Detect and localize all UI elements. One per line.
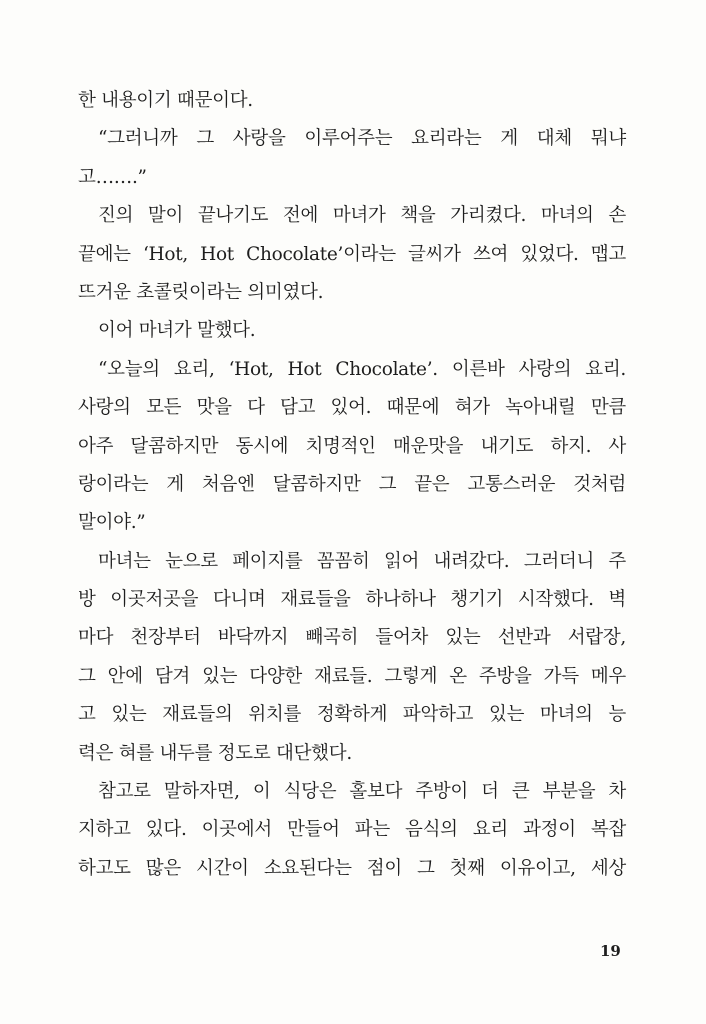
text-line: 하고도 많은 시간이 소요된다는 점이 그 첫째 이유이고, 세상 <box>78 857 626 879</box>
text-line: 고 있는 재료들의 위치를 정확하게 파악하고 있는 마녀의 능 <box>78 704 626 726</box>
text-line: 끝에는 ‘Hot, Hot Chocolate’이라는 글씨가 쓰여 있었다. 맵고 <box>78 243 626 265</box>
text-line: 마다 천장부터 바닥까지 빼곡히 들어차 있는 선반과 서랍장, <box>78 627 626 649</box>
text-line: 뜨거운 초콜릿이라는 의미였다. <box>78 281 324 303</box>
body-text <box>78 82 626 888</box>
text-line: 한 내용이기 때문이다. <box>78 90 253 111</box>
text-line: 사랑의 모든 맛을 다 담고 있어. 때문에 혀가 녹아내릴 만큼 <box>78 397 626 419</box>
text-line: 말이야.” <box>78 512 146 534</box>
text-line: 참고로 말하자면, 이 식당은 홀보다 주방이 더 큰 부분을 차 <box>98 781 626 803</box>
text-line: “오늘의 요리, ‘Hot, Hot Chocolate’. 이른바 사랑의 요리. <box>98 358 626 380</box>
text-line: 그 안에 담겨 있는 다양한 재료들. 그렇게 온 주방을 가득 메우 <box>78 665 626 687</box>
text-line: “그러니까 그 사랑을 이루어주는 요리라는 게 대체 뭐냐 <box>98 128 626 150</box>
text-line: 방 이곳저곳을 다니며 재료들을 하나하나 챙기기 시작했다. 벽 <box>78 589 626 611</box>
text-line: 력은 혀를 내두를 정도로 대단했다. <box>78 742 352 764</box>
text-line: 마녀는 눈으로 페이지를 꼼꼼히 읽어 내려갔다. 그러더니 주 <box>98 550 626 572</box>
text-line: 이어 마녀가 말했다. <box>98 320 256 342</box>
page-number: 19 <box>600 942 621 960</box>
text-line: 진의 말이 끝나기도 전에 마녀가 책을 가리켰다. 마녀의 손 <box>98 205 626 227</box>
text-line: 아주 달콤하지만 동시에 치명적인 매운맛을 내기도 하지. 사 <box>78 435 626 457</box>
text-line: 랑이라는 게 처음엔 달콤하지만 그 끝은 고통스러운 것처럼 <box>78 473 626 495</box>
text-line: 고…….” <box>78 166 147 188</box>
text-line: 지하고 있다. 이곳에서 만들어 파는 음식의 요리 과정이 복잡 <box>78 819 626 841</box>
